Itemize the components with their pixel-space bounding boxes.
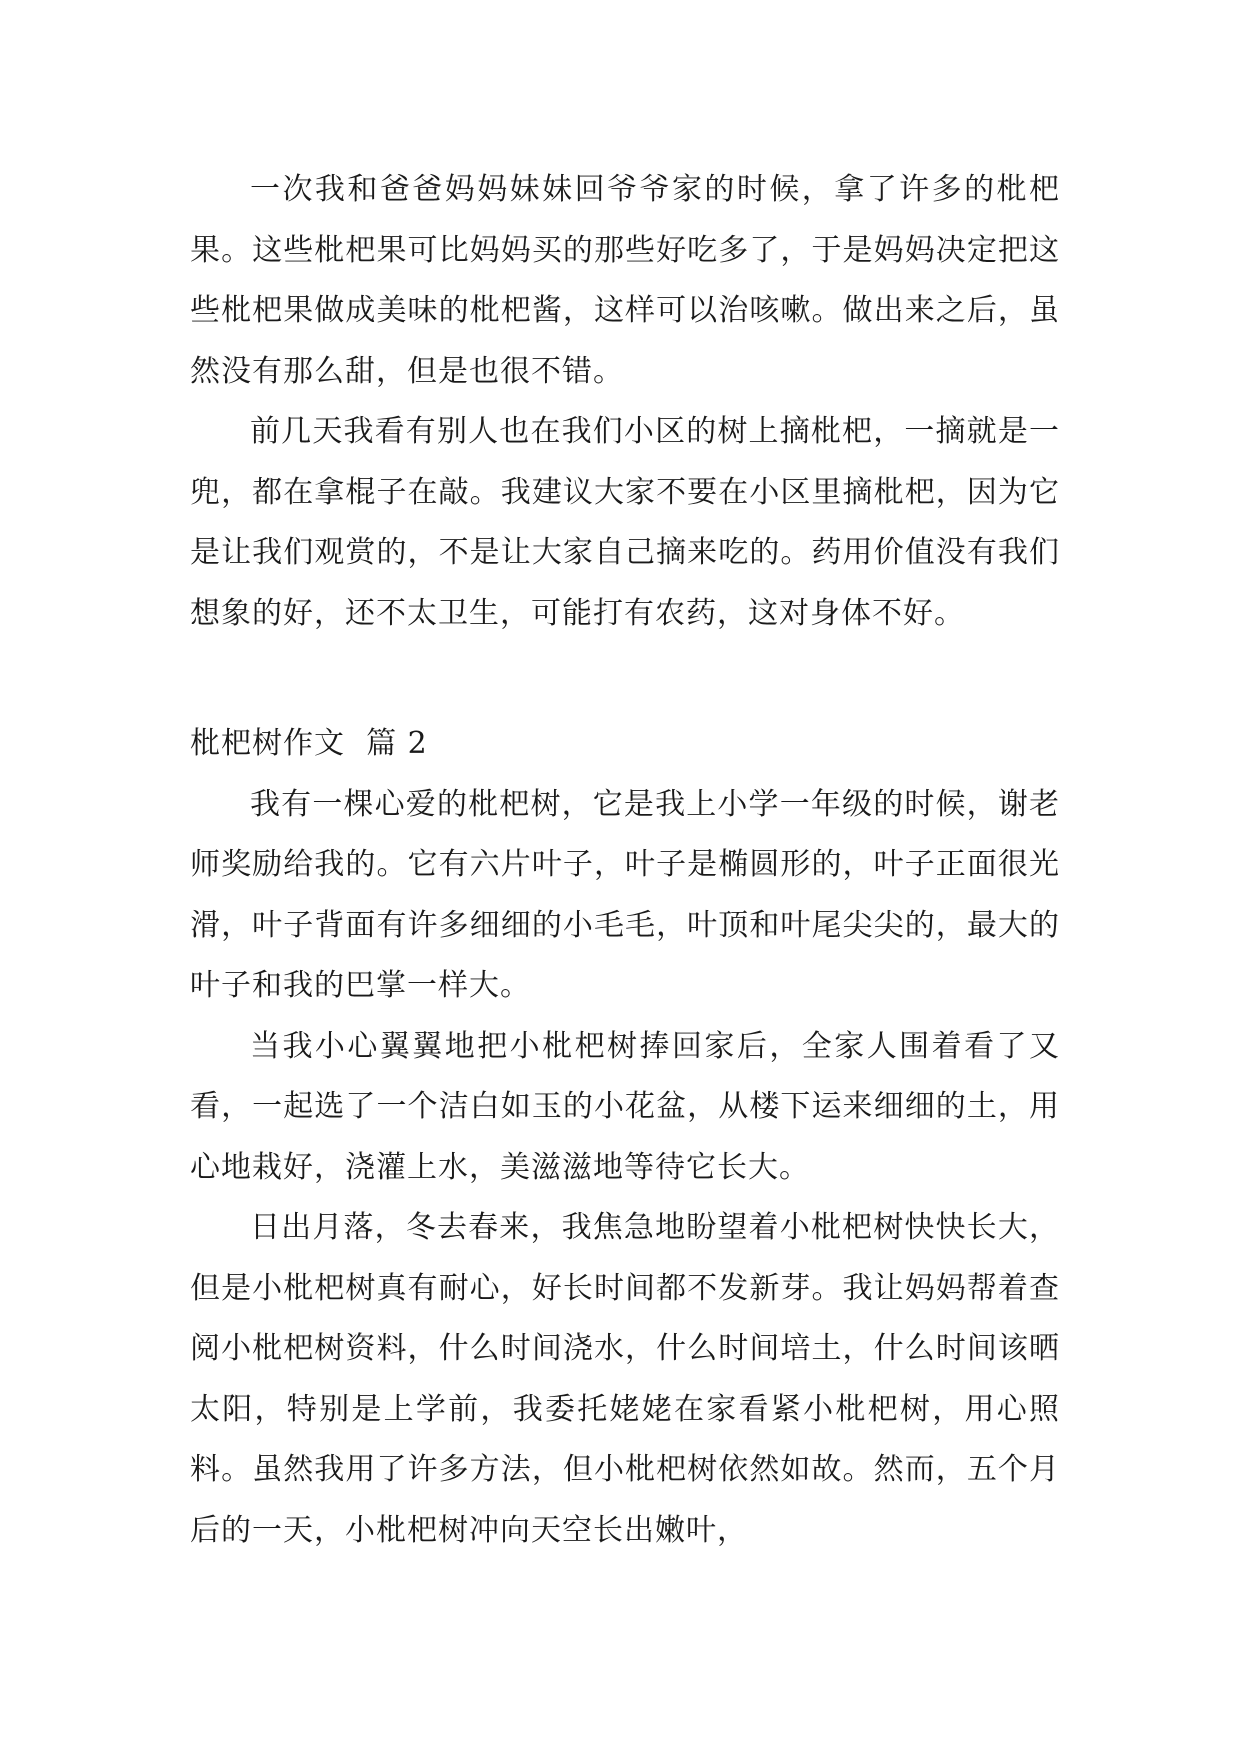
paragraph-1: 一次我和爸爸妈妈妹妹回爷爷家的时候，拿了许多的枇杷果。这些枇杷果可比妈妈买的那些好吃多了，于是妈妈决定把这些枇杷果做成美味的枇杷酱，这样可以治咳嗽。做出来之后，虽然没有那么甜，但是也很不错。 [190,172,1060,389]
section-number: 篇 2 [366,726,428,761]
paragraph-4: 当我小心翼翼地把小枇杷树捧回家后，全家人围着看了又看，一起选了一个洁白如玉的小花盆，从楼下运来细细的土，用心地栽好，浇灌上水，美滋滋地等待它长大。 [190,1028,1060,1185]
paragraph-2: 前几天我看有别人也在我们小区的树上摘枇杷，一摘就是一兜，都在拿棍子在敲。我建议大家不要在小区里摘枇杷，因为它是让我们观赏的，不是让大家自己摘来吃的。药用价值没有我们想象的好，还不太卫生，可能打有农药，这对身体不好。 [190,414,1060,631]
paragraph-5: 日出月落，冬去春来，我焦急地盼望着小枇杷树快快长大，但是小枇杷树真有耐心，好长时间都不发新芽。我让妈妈帮着查阅小枇杷树资料，什么时间浇水，什么时间培土，什么时间该晒太阳，特别是上学前，我委托姥姥在家看紧小枇杷树，用心照料。虽然我用了许多方法，但小枇杷树依然如故。然而，五个月后的一天，小枇杷树冲向天空长出嫩叶， [190,1210,1060,1548]
section-heading [190,714,1060,775]
essay-body [190,160,1060,1561]
paragraph-3: 我有一棵心爱的枇杷树，它是我上小学一年级的时候，谢老师奖励给我的。它有六片叶子，叶子是椭圆形的，叶子正面很光滑，叶子背面有许多细细的小毛毛，叶顶和叶尾尖尖的，最大的叶子和我的巴掌一样大。 [190,786,1060,1003]
section-title: 枇杷树作文 [190,726,345,761]
